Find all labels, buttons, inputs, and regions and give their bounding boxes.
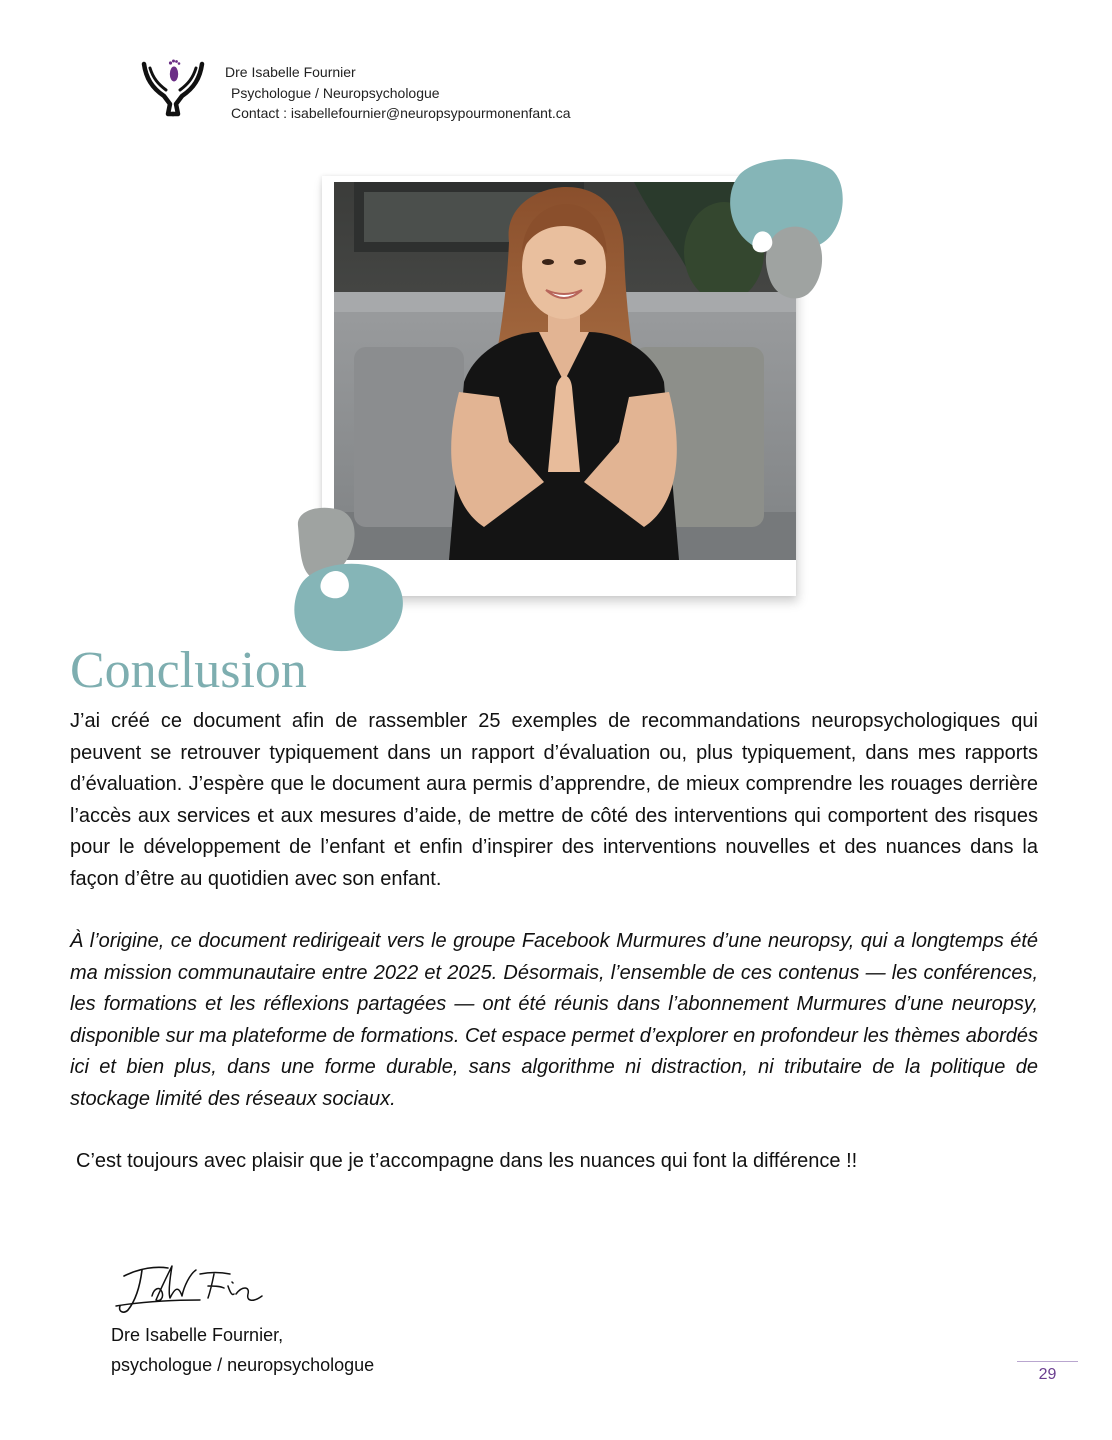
decorative-blob-bottom bbox=[290, 506, 410, 656]
paragraph-origin: À l’origine, ce document redirigeait vers le groupe Facebook Murmures d’une neuropsy, qui a longtemps été ma mission communautaire entre 2022 et 2025. Désormais, l’ensemble de ces contenus — les conférences, les formations et les réflexions partagées — ont été réunis dans l’abonnement Murmures d’une neuropsy, disponible sur ma plateforme de formations. Cet espace permet d’explorer en profondeur les thèmes abordés ici et bien plus, dans une forme durable, sans algorithme ni distraction, ni tributaire de la politique de stockage limité des réseaux sociaux. bbox=[70, 930, 1038, 1110]
paragraph-closing: C’est toujours avec plaisir que je t’accompagne dans les nuances qui font la différence !! bbox=[76, 1150, 858, 1172]
page-number-rule bbox=[1017, 1361, 1078, 1362]
hands-footprint-logo-icon bbox=[140, 54, 206, 120]
portrait-section bbox=[280, 150, 860, 670]
signature-title: psychologue / neuropsychologue bbox=[111, 1355, 375, 1375]
page-title: Conclusion bbox=[70, 642, 307, 699]
portrait-illustration bbox=[334, 182, 796, 560]
page-number: 29 bbox=[1038, 1366, 1057, 1383]
paragraph-intro: J’ai créé ce document afin de rassembler 25 exemples de recommandations neuropsychologiques qui peuvent se retrouver typiquement dans un rapport d’évaluation ou, plus typiquement, dans mes rapports d’évaluation. J’espère que le document aura permis d’apprendre, de mieux comprendre les rouages derrière l’accès aux services et aux mesures d’aide, de mettre de côté des interventions qui comportent des risques pour le développement de l’enfant et enfin d’inspirer des interventions nouvelles et des nuances dans la façon d’être au quotidien avec son enfant. bbox=[70, 710, 1038, 890]
signature-block bbox=[111, 1320, 374, 1380]
header-name: Dre Isabelle Fournier bbox=[225, 64, 356, 80]
handwritten-signature-icon bbox=[110, 1256, 270, 1322]
header-profession: Psychologue / Neuropsychologue bbox=[231, 85, 440, 101]
portrait-photo bbox=[334, 182, 796, 560]
decorative-blob-top bbox=[728, 156, 846, 301]
signature-name: Dre Isabelle Fournier, bbox=[111, 1325, 284, 1345]
header-contact: Contact : isabellefournier@neuropsypourmonenfant.ca bbox=[231, 105, 571, 121]
header-contact-block bbox=[225, 62, 571, 124]
